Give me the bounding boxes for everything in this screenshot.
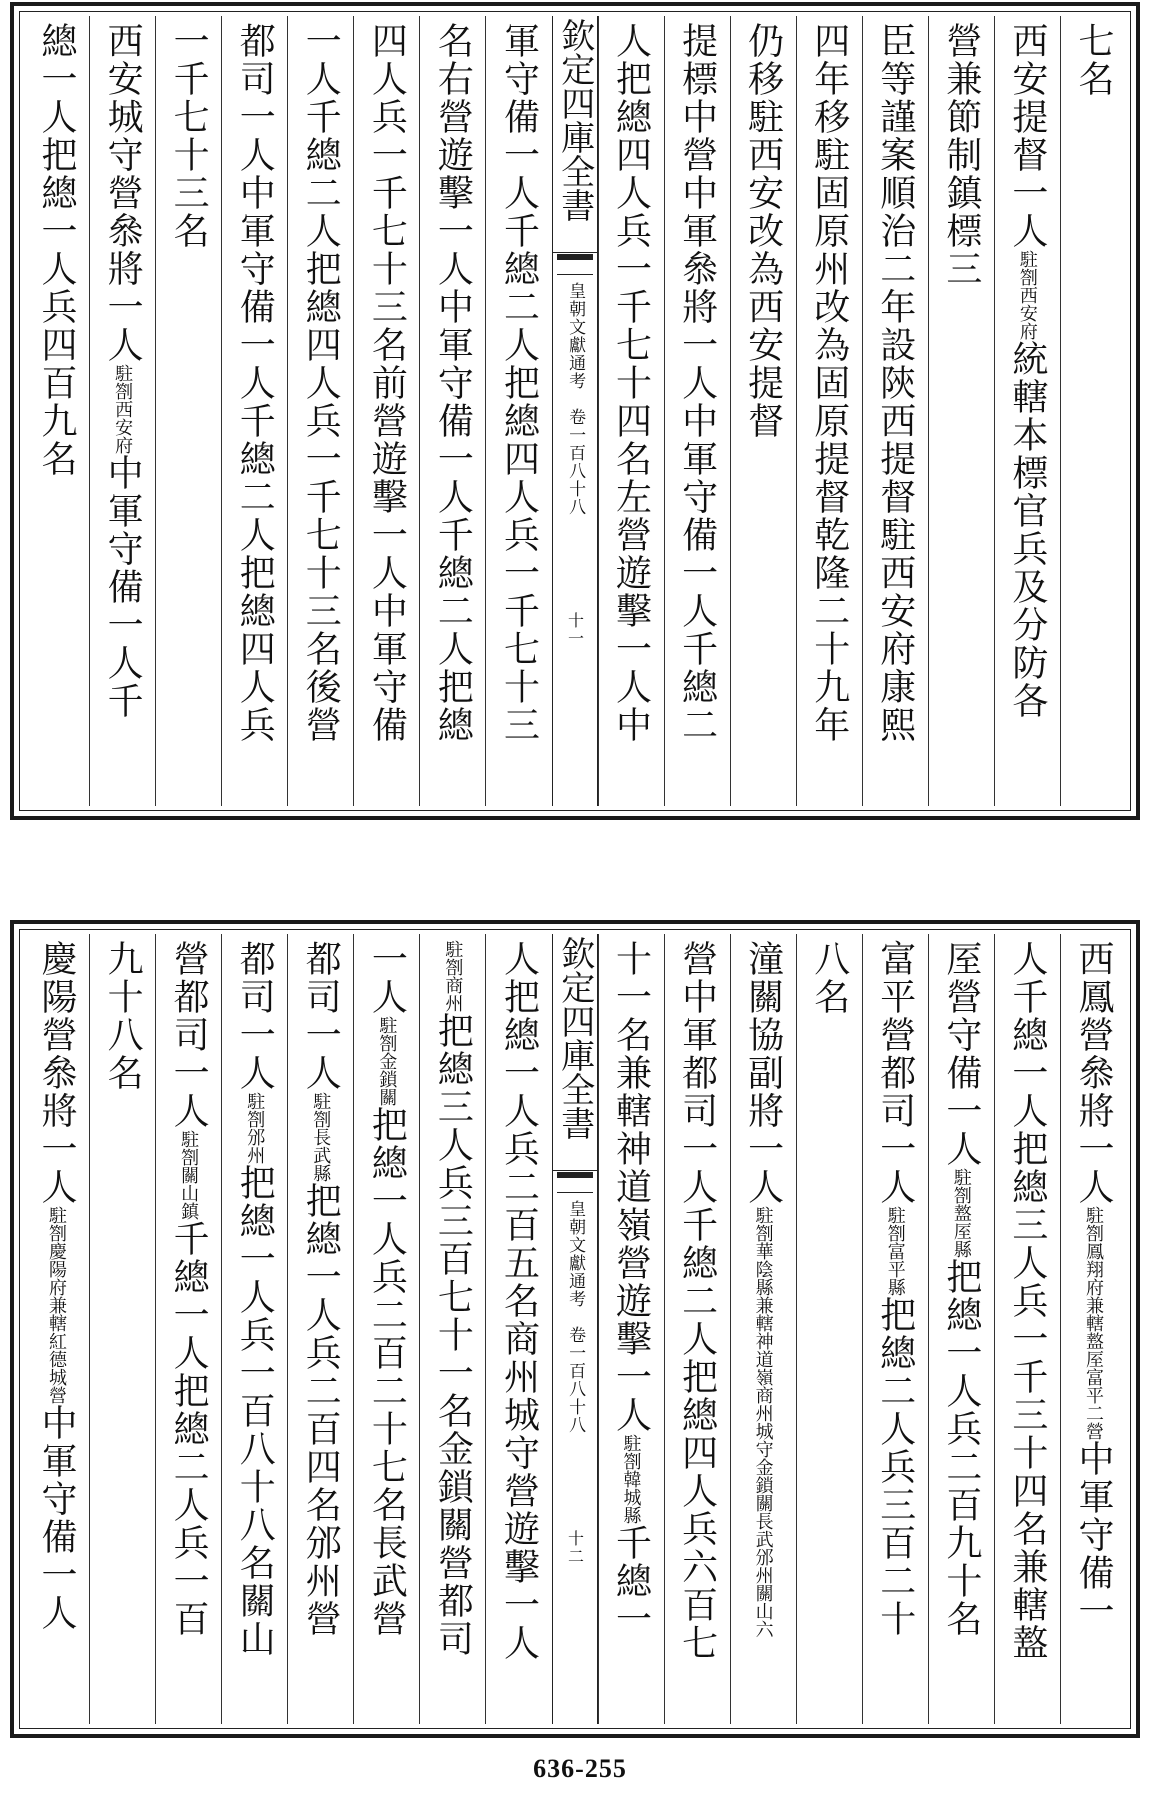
column xyxy=(419,16,485,806)
column xyxy=(928,934,994,1724)
column xyxy=(730,934,796,1724)
column-text: 七名 xyxy=(1072,22,1114,98)
column xyxy=(287,934,353,1724)
column-text: 慶陽營叅將一人駐劄慶陽府兼轄紅德城營中軍守備一人 xyxy=(36,940,78,1632)
folio-number: 十二 xyxy=(565,1530,585,1566)
annotation: 駐劄富平縣 xyxy=(884,1206,906,1296)
volume-label: 卷一百八十八 xyxy=(565,408,586,516)
column-text: 營兼節制鎮標三 xyxy=(940,22,982,288)
book-title: 欽定四庫全書 xyxy=(553,16,597,253)
column xyxy=(419,934,485,1724)
column xyxy=(485,16,551,806)
column-text: 名右營遊擊一人中軍守備一人千總二人把總 xyxy=(432,22,474,744)
column xyxy=(89,16,155,806)
text-columns xyxy=(24,934,1126,1724)
column xyxy=(485,934,551,1724)
column-text: 都司一人中軍守備一人千總二人把總四人兵 xyxy=(234,22,276,744)
column xyxy=(862,16,928,806)
center-fold xyxy=(552,934,598,1724)
book-name: 皇朝文獻通考 xyxy=(565,282,586,390)
column-text: 臣等謹案順治二年設陝西提督駐西安府康熙 xyxy=(874,22,916,744)
annotation: 駐劄商州 xyxy=(442,940,464,1012)
column-text: 仍移駐西安改為西安提督 xyxy=(742,22,784,440)
column xyxy=(353,16,419,806)
column-text: 八名 xyxy=(808,940,850,1016)
annotation: 駐劄鳳翔府兼轄盩厔富平二營 xyxy=(1082,1206,1104,1440)
column-text: 西鳳營叅將一人駐劄鳳翔府兼轄盩厔富平二營中軍守備一 xyxy=(1072,940,1114,1630)
column-text: 四年移駐固原州改為固原提督乾隆二十九年 xyxy=(808,22,850,744)
column xyxy=(89,934,155,1724)
column xyxy=(994,934,1060,1724)
column-text: 西安提督一人駐劄西安府統轄本標官兵及分防各 xyxy=(1006,22,1048,720)
column-text: 一千七十三名 xyxy=(168,22,210,250)
column xyxy=(155,934,221,1724)
annotation: 駐劄華陰縣兼轄神道嶺商州城守金鎖關長武邠州關山六 xyxy=(752,1206,774,1638)
annotation: 駐劄盩厔縣 xyxy=(950,1168,972,1258)
column-text: 營都司一人駐劄關山鎮千總一人把總二人兵一百 xyxy=(168,940,210,1638)
column xyxy=(598,934,664,1724)
column xyxy=(862,934,928,1724)
column xyxy=(796,16,862,806)
column-text: 四人兵一千七十三名前營遊擊一人中軍守備 xyxy=(366,22,408,744)
column xyxy=(287,16,353,806)
column-text: 人千總一人把總三人兵一千三十四名兼轄盩 xyxy=(1006,940,1048,1662)
annotation: 駐劄韓城縣 xyxy=(620,1434,642,1524)
annotation: 駐劄關山鎮 xyxy=(178,1130,200,1220)
column xyxy=(221,16,287,806)
column-text: 軍守備一人千總二人把總四人兵一千七十三 xyxy=(498,22,540,744)
column-text: 人把總四人兵一千七十四名左營遊擊一人中 xyxy=(610,22,652,744)
column-text: 西安城守營叅將一人駐劄西安府中軍守備一人千 xyxy=(102,22,144,720)
column xyxy=(155,16,221,806)
column xyxy=(24,934,89,1724)
column xyxy=(664,934,730,1724)
column xyxy=(24,16,89,806)
annotation: 駐劄長武縣 xyxy=(310,1092,332,1182)
column xyxy=(598,16,664,806)
text-columns xyxy=(24,16,1126,806)
fish-tail-mark xyxy=(557,254,593,275)
book-name: 皇朝文獻通考 xyxy=(565,1200,586,1308)
column xyxy=(1060,934,1126,1724)
column-text: 人把總一人兵二百五名商州城守營遊擊一人 xyxy=(498,940,540,1662)
annotation: 駐劄慶陽府兼轄紅德城營 xyxy=(46,1206,68,1404)
column xyxy=(664,16,730,806)
center-fold xyxy=(552,16,598,806)
page-top xyxy=(10,2,1140,820)
column xyxy=(928,16,994,806)
column xyxy=(1060,16,1126,806)
column-text: 一人駐劄金鎖關把總一人兵二百二十七名長武營 xyxy=(366,940,408,1638)
volume-label: 卷一百八十八 xyxy=(565,1326,586,1434)
column xyxy=(221,934,287,1724)
folio-number: 十一 xyxy=(565,612,585,648)
column-text: 十一名兼轄神道嶺營遊擊一人駐劄韓城縣千總一 xyxy=(610,940,652,1638)
book-info xyxy=(553,1196,597,1434)
column xyxy=(730,16,796,806)
column-text: 提標中營中軍叅將一人中軍守備一人千總二 xyxy=(676,22,718,744)
column-text: 潼關協副將一人駐劄華陰縣兼轄神道嶺商州城守金鎖關長武邠州關山六 xyxy=(742,940,784,1638)
column-text: 都司一人駐劄邠州把總一人兵一百八十八名關山 xyxy=(234,940,276,1658)
book-title: 欽定四庫全書 xyxy=(553,934,597,1171)
column xyxy=(994,16,1060,806)
column-text: 富平營都司一人駐劄富平縣把總二人兵三百二十 xyxy=(874,940,916,1638)
column xyxy=(796,934,862,1724)
column-text: 駐劄商州把總三人兵三百七十一名金鎖關營都司 xyxy=(432,940,474,1658)
annotation: 駐劄西安府 xyxy=(112,364,134,454)
column-text: 營中軍都司一人千總二人把總四人兵六百七 xyxy=(676,940,718,1662)
column-text: 總一人把總一人兵四百九名 xyxy=(36,22,78,478)
annotation: 駐劄西安府 xyxy=(1016,250,1038,340)
column-text: 厔營守備一人駐劄盩厔縣把總一人兵二百九十名 xyxy=(940,940,982,1638)
annotation: 駐劄金鎖關 xyxy=(376,1016,398,1106)
book-info xyxy=(553,278,597,516)
page-footer-number: 636-255 xyxy=(533,1754,627,1783)
fish-tail-mark xyxy=(557,1172,593,1193)
page-bottom xyxy=(10,920,1140,1738)
column xyxy=(353,934,419,1724)
column-text: 九十八名 xyxy=(102,940,144,1092)
column-text: 都司一人駐劄長武縣把總一人兵二百四名邠州營 xyxy=(300,940,342,1638)
column-text: 一人千總二人把總四人兵一千七十三名後營 xyxy=(300,22,342,744)
annotation: 駐劄邠州 xyxy=(244,1092,266,1164)
